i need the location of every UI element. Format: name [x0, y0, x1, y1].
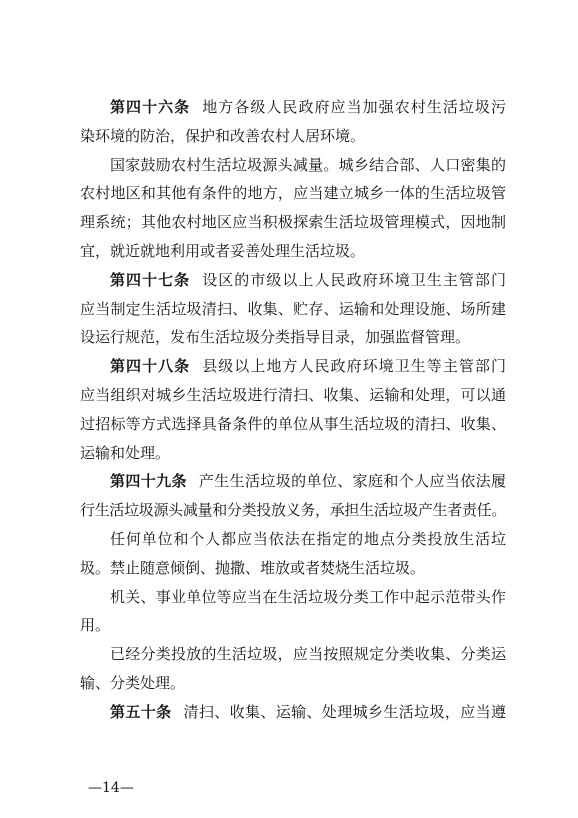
text-line: 已经分类投放的生活垃圾，应当按照规定分类收集、分类运 — [110, 645, 506, 664]
line-text: 县级以上地方人民政府环境卫生等主管部门 — [202, 357, 506, 376]
line-text: 设区的市级以上人民政府环境卫生主管部门 — [202, 270, 506, 289]
article-number: 第四十八条 — [110, 357, 191, 376]
text-line — [80, 352, 506, 381]
text-line: 圾。禁止随意倾倒、抛撒、堆放或者焚烧生活垃圾。 — [80, 558, 426, 577]
text-line: 输、分类处理。 — [80, 673, 186, 692]
article-paragraph — [80, 352, 506, 467]
line-text: 清扫、收集、运输、处理城乡生活垃圾，应当遵 — [183, 702, 506, 721]
paragraph — [80, 583, 506, 641]
text-line: 应当制定生活垃圾清扫、收集、贮存、运输和处理设施、场所建 — [80, 299, 506, 318]
text-line: 用。 — [80, 616, 111, 635]
text-line — [80, 698, 506, 727]
text-line — [80, 93, 506, 122]
text-line: 过招标等方式选择具备条件的单位从事生活垃圾的清扫、收集、 — [80, 414, 506, 433]
article-number: 第四十九条 — [110, 472, 187, 491]
article-paragraph — [80, 93, 506, 151]
paragraph — [80, 640, 506, 698]
text-line: 国家鼓励农村生活垃圾源头减量。城乡结合部、人口密集的 — [110, 155, 506, 174]
line-text: 产生生活垃圾的单位、家庭和个人应当依法履 — [198, 472, 506, 491]
text-line: 行生活垃圾源头减量和分类投放义务，承担生活垃圾产生者责任。 — [80, 501, 506, 520]
text-line: 应当组织对城乡生活垃圾进行清扫、收集、运输和处理，可以通 — [80, 385, 506, 404]
line-text: 地方各级人民政府应当加强农村生活垃圾污 — [202, 98, 506, 116]
paragraph — [80, 525, 506, 583]
document-body — [80, 93, 506, 727]
article-number: 第四十七条 — [110, 270, 191, 289]
text-line: 任何单位和个人都应当依法在指定的地点分类投放生活垃 — [110, 529, 506, 548]
text-line — [80, 266, 506, 295]
article-paragraph — [80, 266, 506, 352]
text-line: 运输和处理。 — [80, 443, 171, 462]
text-line: 染环境的防治，保护和改善农村人居环境。 — [80, 126, 366, 145]
text-line: 设运行规范，发布生活垃圾分类指导目录，加强监督管理。 — [80, 328, 471, 347]
paragraph — [80, 151, 506, 266]
article-paragraph — [80, 467, 506, 525]
text-line: 理系统；其他农村地区应当积极探索生活垃圾管理模式，因地制 — [80, 213, 506, 232]
text-line: 农村地区和其他有条件的地方，应当建立城乡一体的生活垃圾管 — [80, 184, 506, 203]
article-number: 第四十六条 — [110, 98, 191, 116]
article-number: 第五十条 — [110, 702, 172, 721]
text-line: 宜，就近就地利用或者妥善处理生活垃圾。 — [80, 241, 366, 260]
text-line: 机关、事业单位等应当在生活垃圾分类工作中起示范带头作 — [110, 587, 506, 606]
page-number: —14— — [88, 780, 134, 796]
article-paragraph — [80, 698, 506, 727]
text-line — [80, 467, 506, 496]
